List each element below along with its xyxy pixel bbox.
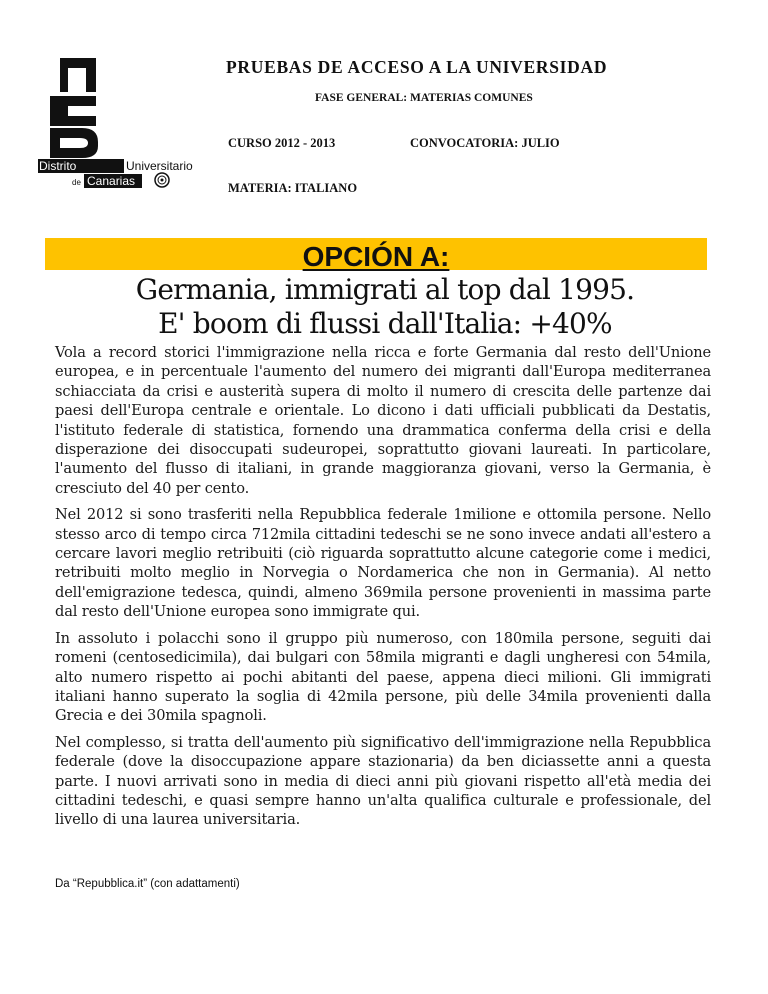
seal-icon bbox=[155, 173, 169, 187]
exam-header-subtitle: FASE GENERAL: MATERIAS COMUNES bbox=[315, 92, 533, 104]
exam-header-title: PRUEBAS DE ACCESO A LA UNIVERSIDAD bbox=[226, 57, 608, 77]
logo-text-canarias: Canarias bbox=[87, 174, 136, 188]
option-title: OPCIÓN A: bbox=[302, 241, 450, 272]
article-title bbox=[40, 273, 730, 341]
logo-text-distrito: Distrito bbox=[39, 159, 77, 173]
paragraph-3: In assoluto i polacchi sono il gruppo più numeroso, con 180mila persone, seguiti dai romeni (centosedicimila), dai bulgari con 58mila migranti e dagli ungheresi con 54mila, alto numero rispetto ai pochi abitanti del paese, appena dieci milioni. Gli immigrati italiani hanno superato la soglia di 42mila persone, più delle 34mila provenienti dalla Grecia e dei 30mila spagnoli. bbox=[55, 629, 711, 725]
article-body bbox=[55, 343, 711, 837]
option-banner bbox=[45, 238, 707, 270]
paragraph-2: Nel 2012 si sono trasferiti nella Repubblica federale 1milione e ottomila persone. Nello stesso arco di tempo circa 712mila cittadini tedeschi se ne sono invece andati all'estero a cercare lavori meglio retribuiti (ciò riguarda soprattutto alcune categorie come i medici, retribuiti molto meglio in Norvegia o Nordamerica che non in Germania). Al netto dell'emigrazione tedesca, quindi, almeno 369mila persone provenienti in massima parte dal resto dell'Unione europea sono immigrate qui. bbox=[55, 506, 711, 621]
convocatoria: CONVOCATORIA: JULIO bbox=[410, 136, 560, 150]
logo-text-universitario: Universitario bbox=[126, 159, 193, 173]
paragraph-1: Vola a record storici l'immigrazione nella ricca e forte Germania dal resto dell'Unione europea, e in percentuale l'aumento del numero dei migranti dall'Europa mediterranea schiacciata da crisi e austerità supera di molto il numero di crescita delle partenze dai paesi dell'Europa centrale e orientale. Lo dicono i dati ufficiali pubblicati da Destatis, l'istituto federale di statistica, fornendo una drammatica conferma della crisi e della disperazione dei disoccupati sudeuropei, soprattutto giovani laureati. In particolare, l'aumento del flusso di italiani, in grande maggioranza giovani, verso la Germania, è cresciuto del 40 per cento. bbox=[55, 344, 711, 497]
subject: MATERIA: ITALIANO bbox=[228, 181, 358, 195]
article-title-line-2: E' boom di flussi dall'Italia: +40% bbox=[158, 307, 612, 340]
article-title-line-1: Germania, immigrati al top dal 1995. bbox=[135, 273, 635, 306]
article-source: Da “Repubblica.it” (con adattamenti) bbox=[55, 878, 240, 890]
course-year: CURSO 2012 - 2013 bbox=[228, 136, 336, 150]
duc-logo bbox=[38, 58, 218, 188]
logo-text-de: de bbox=[72, 178, 81, 187]
paragraph-4: Nel complesso, si tratta dell'aumento più significativo dell'immigrazione nella Repubblica federale (dove la disoccupazione appare stazionaria) da ben diciassette anni a questa parte. I nuovi arrivati sono in media di dieci anni più giovani rispetto all'età media dei cittadini tedeschi, e quasi sempre hanno un'alta qualifica culturale e professionale, del livello di una laurea universitaria. bbox=[55, 733, 711, 829]
